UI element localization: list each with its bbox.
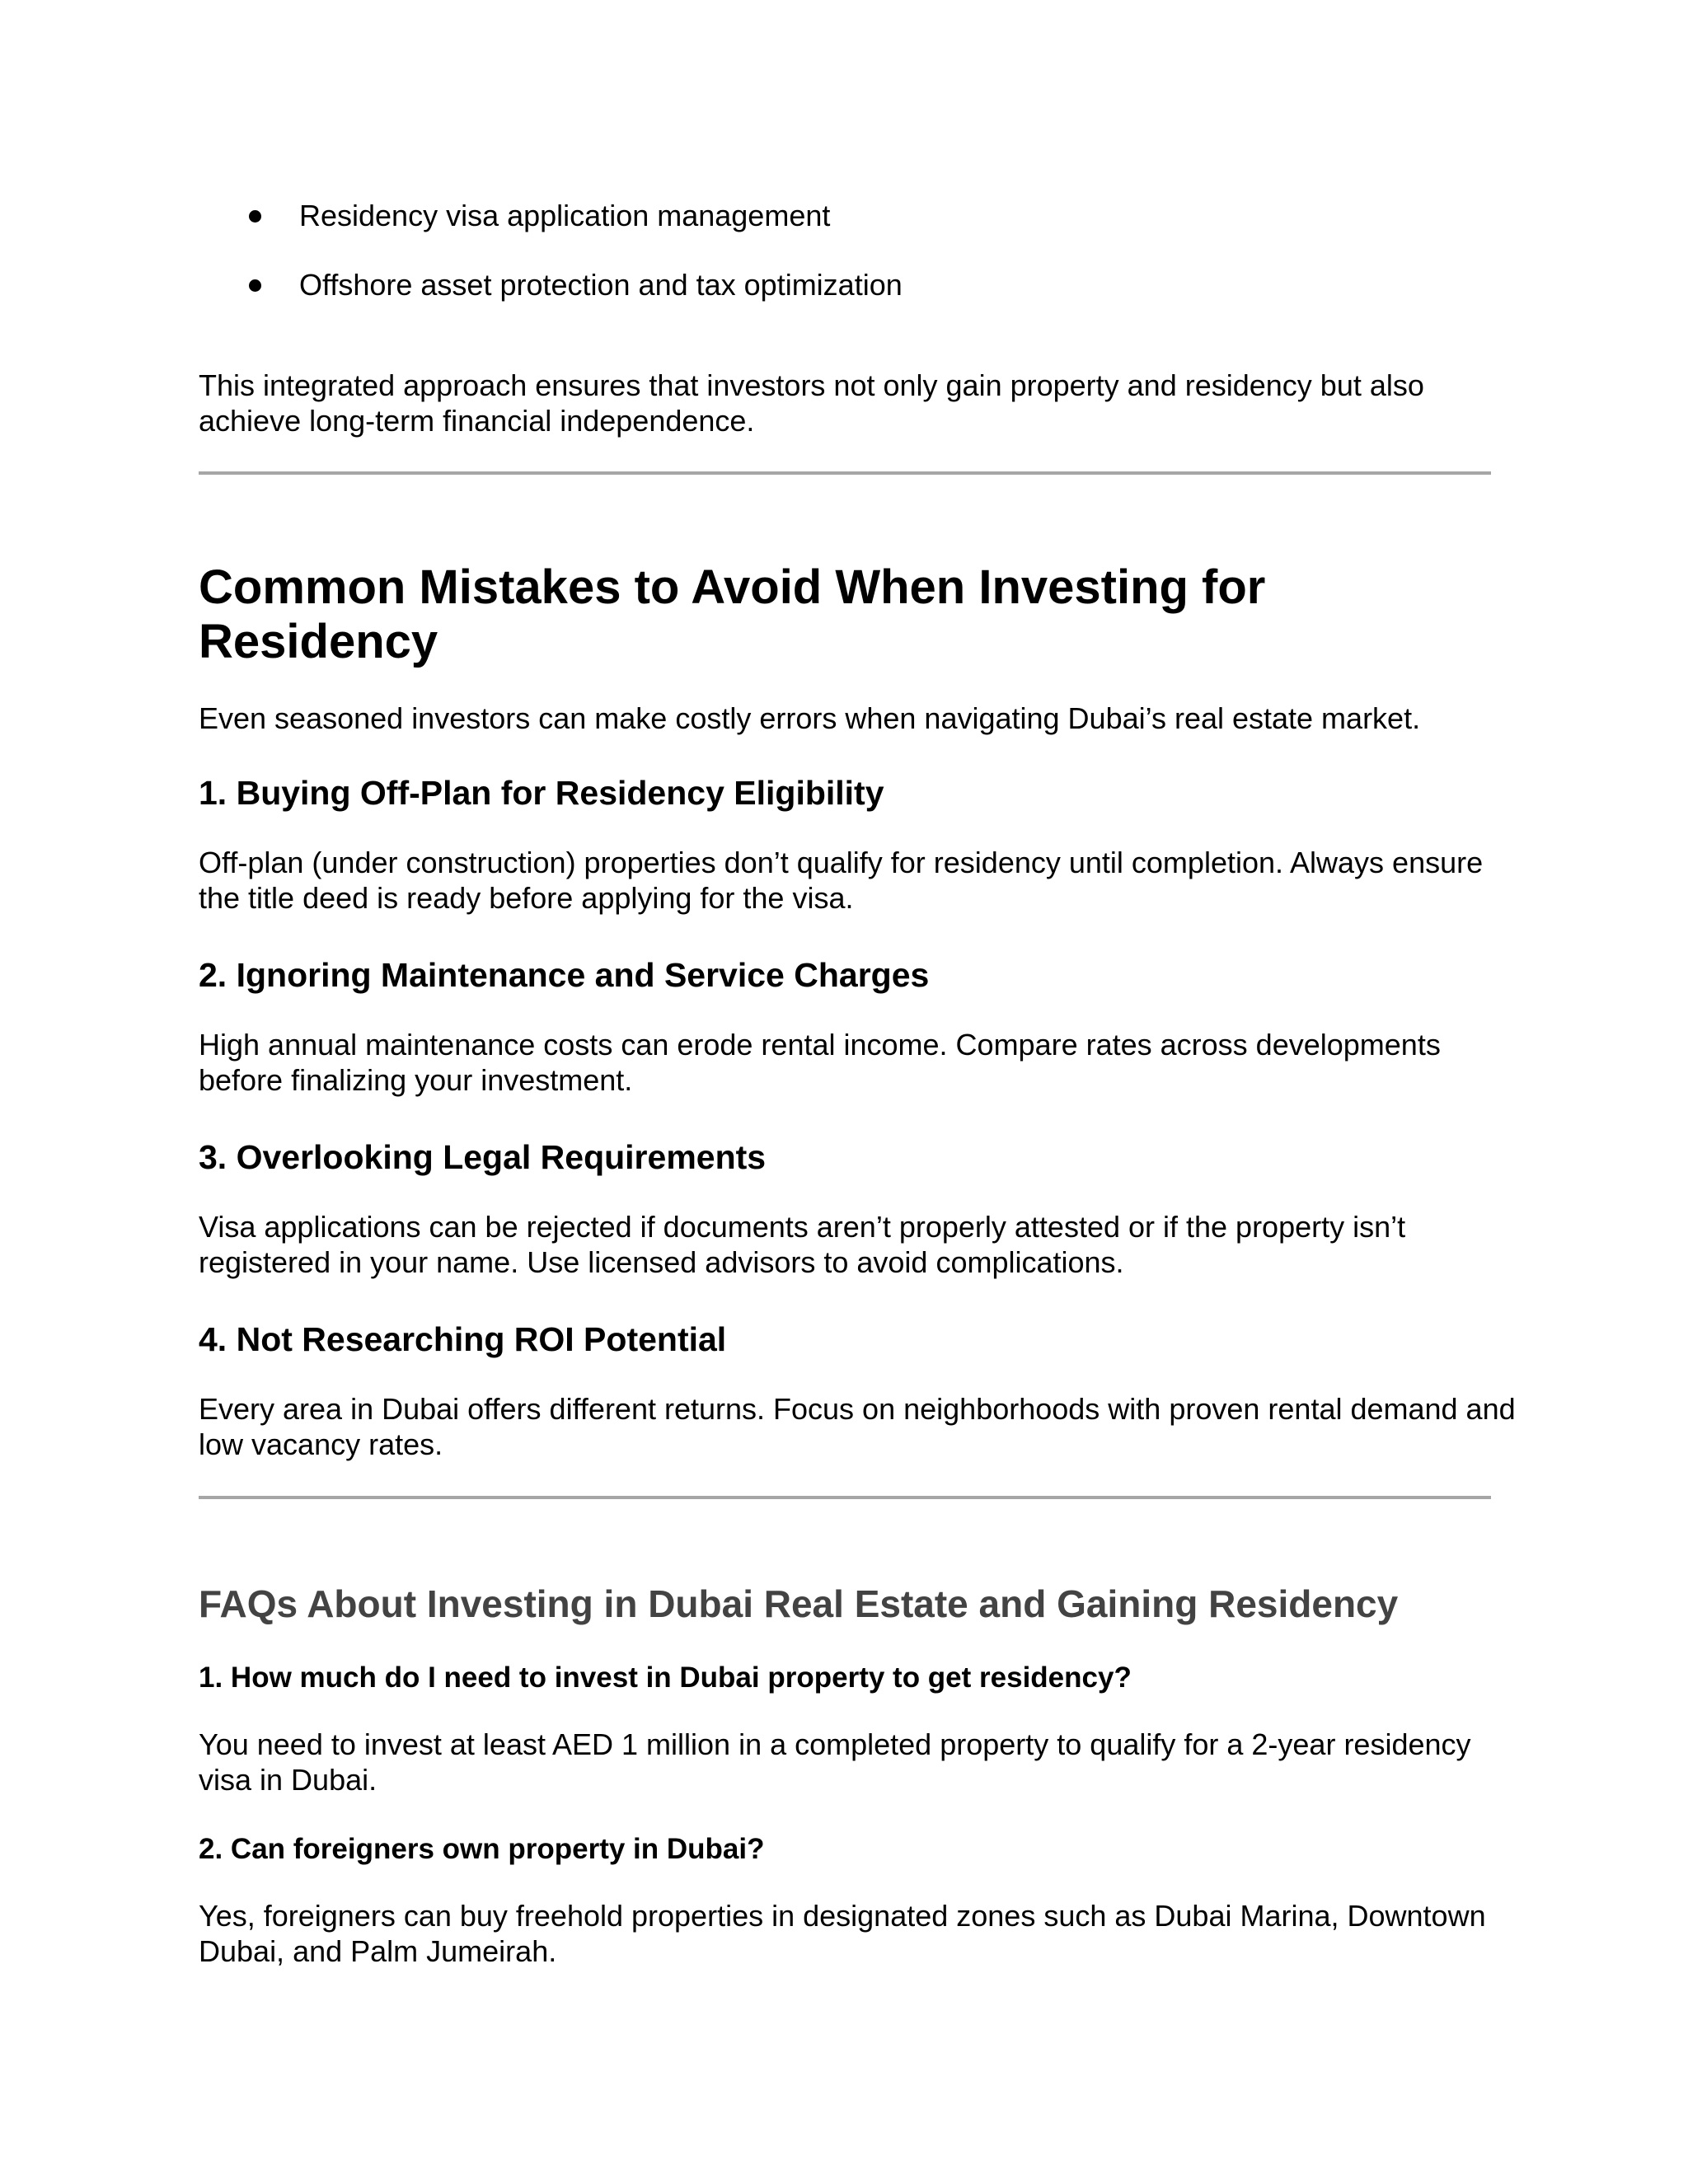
mistake-text: Visa applications can be rejected if documents aren’t properly attested or if the property isn’t registered in your name. Use licensed advisors to avoid complications. [199, 1210, 1406, 1279]
faq-answer: You need to invest at least AED 1 million in a completed property to qualify for a 2-year residency visa in Dubai. [199, 1727, 1471, 1797]
list-item-text: Residency visa application management [299, 199, 831, 232]
mistake-title: 2. Ignoring Maintenance and Service Charges [199, 956, 930, 994]
mistake-title: 4. Not Researching ROI Potential [199, 1320, 727, 1358]
mistake-text: High annual maintenance costs can erode rental income. Compare rates across developments before finalizing your investment. [199, 1028, 1441, 1097]
bullet-list [249, 198, 1485, 313]
bullet-dot-icon [249, 210, 261, 223]
list-item-text: Offshore asset protection and tax optimization [299, 268, 903, 302]
faq-answer: Yes, foreigners can buy freehold properties in designated zones such as Dubai Marina, Downtown Dubai, and Palm Jumeirah. [199, 1899, 1486, 1968]
faq-heading: FAQs About Investing in Dubai Real Estate and Gaining Residency [199, 1582, 1399, 1625]
mistake-text: Off-plan (under construction) properties don’t qualify for residency until completion. Always ensure the title deed is ready before applying for the visa. [199, 846, 1484, 915]
divider [199, 1496, 1491, 1499]
mistakes-heading: Common Mistakes to Avoid When Investing for Residency [199, 560, 1266, 668]
mistake-title: 1. Buying Off-Plan for Residency Eligibility [199, 774, 884, 812]
mistake-text: Every area in Dubai offers different returns. Focus on neighborhoods with proven rental demand and low vacancy rates. [199, 1392, 1516, 1461]
mistake-title: 3. Overlooking Legal Requirements [199, 1138, 767, 1176]
bullet-dot-icon [249, 279, 261, 292]
divider [199, 471, 1491, 475]
mistakes-intro: Even seasoned investors can make costly errors when navigating Dubai’s real estate market. [199, 701, 1421, 735]
faq-question: 2. Can foreigners own property in Dubai? [199, 1833, 765, 1865]
intro-paragraph: This integrated approach ensures that investors not only gain property and residency but also achieve long-term financial independence. [199, 368, 1424, 438]
faq-question: 1. How much do I need to invest in Dubai property to get residency? [199, 1661, 1132, 1694]
